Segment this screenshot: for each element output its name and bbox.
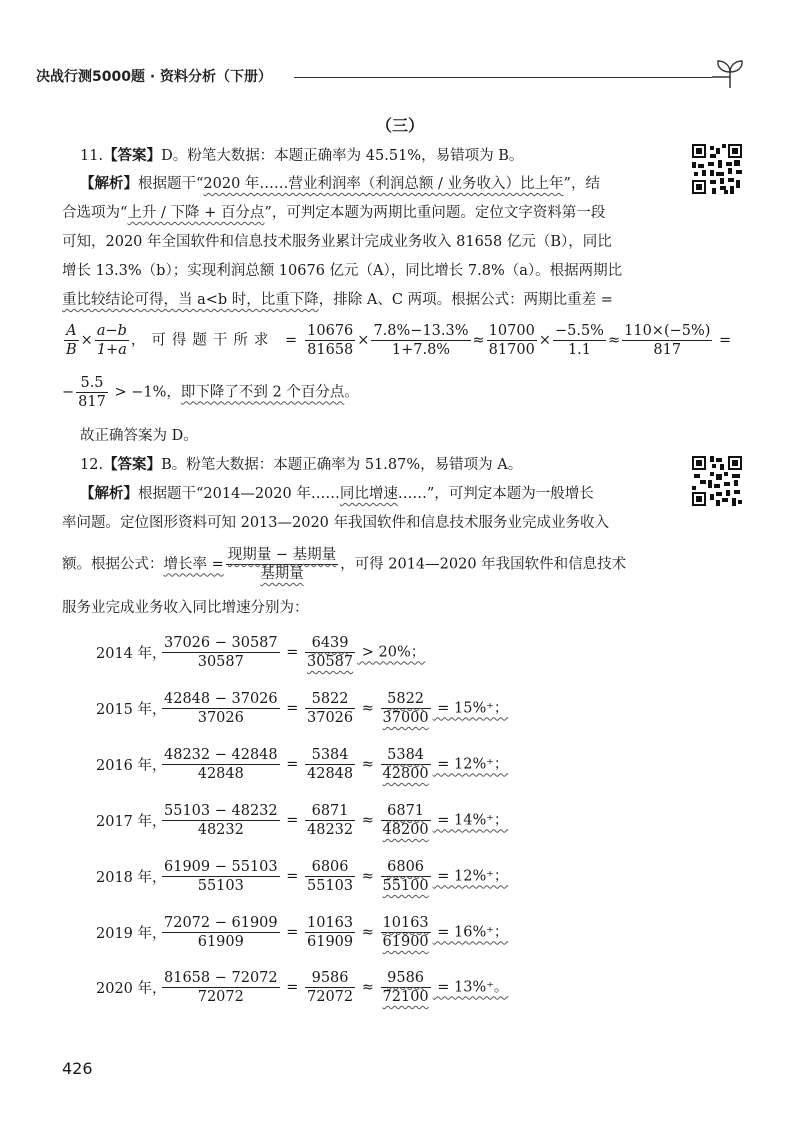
growth-rate-row: 2020 年， $\frac{81658 - 72072}{72072}$ = $\frac{9586}{72072}$ ≈ $\frac{9586}{72100}$ = 13%⁺。 (96, 970, 509, 1005)
fraction: $\frac{110\times(-5\%)}{817}$ (624, 323, 711, 358)
text-span: 额。根据公式： (62, 556, 164, 573)
fraction: $\frac{\text{现期量 − 基期量}}{\text{基期量}}$ (227, 547, 337, 582)
fraction: $\frac{6871}{48232}$ (307, 803, 354, 838)
text-span: 根据题干“2014—2020 年…… (138, 486, 340, 502)
q12-analysis-line-2: 率问题。定位图形资料可知 2013—2020 年我国软件和信息技术服务业完成业务收入 (62, 515, 610, 531)
fraction: $\frac{6806}{55103}$ (307, 859, 354, 894)
book-title: 决战行测5000题 · 资料分析（下册） (36, 69, 273, 85)
qr-code-icon[interactable] (692, 144, 742, 194)
fraction: $\frac{61909 - 55103}{55103}$ (164, 859, 278, 894)
sprout-icon (712, 58, 748, 90)
wavy-underlined-text: 同比增速 (339, 486, 398, 502)
relation-symbol: ≈ (361, 979, 374, 996)
growth-rate-row: 2018 年， $\frac{61909 - 55103}{55103}$ = $\frac{6806}{55103}$ ≈ $\frac{6806}{55100}$ = 12%⁺； (96, 859, 509, 894)
fraction: $\frac{a-b}{1+a}$ (96, 323, 127, 358)
answer-tag: 【答案】 (103, 456, 162, 473)
text-span: ，排除 A、C 两项。根据公式：两期比重差 = (318, 292, 613, 308)
wavy-underlined-text: 增长率 = (163, 556, 224, 573)
q11-analysis-line-4: 增长 13.3%（b）；实现利润总额 10676 亿元（A），同比增长 7.8%（a）。根据两期比 (62, 263, 623, 279)
q11-analysis-line-3: 可知，2020 年全国软件和信息技术服务业累计完成业务收入 81658 亿元（B），同比 (62, 234, 612, 250)
q11-result: − $\frac{5.5}{817}$ > −1%，即下降了不到 2 个百分点。 (62, 375, 359, 410)
relation-symbol: ≈ (361, 868, 374, 885)
fraction: $\frac{10676}{81658}$ (307, 323, 354, 358)
q11-analysis-line-5 (62, 290, 662, 310)
text-span: 根据题干“ (138, 176, 204, 192)
q12-analysis-line-4: 服务业完成业务收入同比增速分别为： (62, 600, 309, 616)
q11-answer-line (80, 146, 680, 166)
relation-symbol: ≈ (361, 756, 374, 773)
fraction: $\frac{10700}{81700}$ (488, 323, 535, 358)
growth-rate-result: = 12%⁺； (432, 756, 509, 773)
year-label: 2016 年， (96, 758, 167, 774)
q12-answer-text: B。粉笔大数据：本题正确率为 51.87%，易错项为 A。 (161, 457, 523, 473)
q11-answer-text: D。粉笔大数据：本题正确率为 45.51%，易错项为 B。 (161, 148, 524, 164)
text-span: ，可得 2014—2020 年我国软件和信息技术 (340, 556, 627, 573)
text-span: 。 (344, 384, 359, 401)
year-label: 2017 年， (96, 814, 167, 830)
answer-tag: 【答案】 (103, 147, 162, 164)
fraction: $\frac{7.8\%-13.3\%}{1+7.8\%}$ (373, 323, 469, 358)
q12-analysis-line-1 (80, 484, 680, 504)
q11-conclusion: 故正确答案为 D。 (80, 428, 198, 444)
text-span: ”，结 (563, 176, 600, 192)
wavy-underlined-text: 2020 年……营业利润率（利润总额 / 业务收入）比上年 (203, 176, 564, 192)
growth-rate-result: = 15%⁺； (432, 700, 509, 717)
growth-rate-row: 2017 年， $\frac{55103 - 48232}{48232}$ = $\frac{6871}{48232}$ ≈ $\frac{6871}{48200}$ = 14%⁺； (96, 803, 509, 838)
section-title: （三） (375, 116, 424, 135)
growth-rate-row: 2015 年， $\frac{42848 - 37026}{37026}$ = $\frac{5822}{37026}$ ≈ $\frac{5822}{37000}$ = 15%⁺； (96, 691, 509, 726)
fraction: $\frac{42848 - 37026}{37026}$ (164, 691, 278, 726)
fraction: $\frac{5822}{37026}$ (307, 691, 354, 726)
growth-rate-result: > 20%； (357, 644, 426, 661)
fraction: $\frac{5822}{37000}$ (382, 691, 429, 726)
text-span: 合选项为“ (62, 205, 128, 221)
fraction: $\frac{9586}{72072}$ (307, 970, 354, 1005)
fraction: $\frac{6871}{48200}$ (382, 803, 429, 838)
fraction: $\frac{55103 - 48232}{48232}$ (164, 803, 278, 838)
fraction: $\frac{A}{B}$ (66, 323, 77, 358)
relation-symbol: ≈ (361, 700, 374, 717)
year-label: 2015 年， (96, 702, 167, 718)
year-label: 2014 年， (96, 646, 167, 662)
wavy-underlined-text: 即下降了不到 2 个百分点 (180, 384, 345, 401)
wavy-underlined-text: 上升 / 下降 + 百分点 (127, 205, 265, 221)
q11-number: 11. (80, 148, 104, 164)
q12-analysis-line-3 (62, 546, 626, 583)
running-header (36, 60, 756, 90)
fraction: $\frac{6806}{55100}$ (382, 859, 429, 894)
fraction: $\frac{81658 - 72072}{72072}$ (164, 970, 278, 1005)
growth-rate-row: 2014 年， $\frac{37026 - 30587}{30587}$ = $\frac{6439}{30587}$ > 20%； (96, 635, 426, 670)
analysis-tag: 【解析】 (80, 175, 138, 192)
relation-symbol: ≈ (361, 812, 374, 829)
fraction: $\frac{37026 - 30587}{30587}$ (164, 635, 278, 670)
growth-rate-result: = 14%⁺； (432, 812, 509, 829)
q11-analysis-line-1 (80, 174, 680, 194)
fraction: $\frac{5384}{42800}$ (382, 747, 429, 782)
year-label: 2018 年， (96, 870, 167, 886)
header-rule (294, 77, 712, 78)
year-label: 2019 年， (96, 926, 167, 942)
growth-rate-row: 2016 年， $\frac{48232 - 42848}{42848}$ = $\frac{5384}{42848}$ ≈ $\frac{5384}{42800}$ = 12%⁺； (96, 747, 509, 782)
relation-symbol: ≈ (361, 924, 374, 941)
growth-rate-row: 2019 年， $\frac{72072 - 61909}{61909}$ = $\frac{10163}{61909}$ ≈ $\frac{10163}{61900}$ = 16%⁺； (96, 915, 509, 950)
qr-code-icon[interactable] (692, 456, 742, 506)
text-span: ”，可判定本题为两期比重问题。定位文字资料第一段 (264, 205, 606, 221)
fraction: $\frac{10163}{61900}$ (382, 915, 429, 950)
growth-rate-result: = 13%⁺。 (432, 979, 509, 996)
text-span: ……”，可判定本题为一般增长 (397, 486, 594, 502)
fraction: $\frac{10163}{61909}$ (307, 915, 354, 950)
q11-formula: $\frac{A}{B}$ × $\frac{a-b}{1+a}$ ，可得题干所求 = $\frac{10676}{81658}$ × $\frac{7.8\%-13.3\%}{1+7.8\%}$ ≈ $\frac{10700}{81700}$ × $\frac{-5.5\%}{1.1}$ ≈ $\frac{110\times(-5\%)}{817}$ = (66, 323, 732, 358)
fraction: $\frac{5384}{42848}$ (307, 747, 354, 782)
q12-answer-line (80, 455, 680, 475)
page-number: 426 (62, 1059, 93, 1078)
q11-analysis-line-2 (62, 203, 662, 223)
fraction: $\frac{6439}{30587}$ (307, 635, 354, 670)
q12-number: 12. (80, 457, 104, 473)
fraction: $\frac{-5.5\%}{1.1}$ (554, 323, 604, 358)
wavy-underlined-text: 重比较结论可得，当 a<b 时，比重下降 (62, 292, 319, 308)
analysis-tag: 【解析】 (80, 485, 138, 502)
growth-rate-result: = 16%⁺； (432, 924, 509, 941)
fraction: $\frac{9586}{72100}$ (382, 970, 429, 1005)
fraction: $\frac{5.5}{817}$ (78, 375, 106, 410)
text-span: > −1%， (109, 384, 181, 401)
fraction: $\frac{72072 - 61909}{61909}$ (164, 915, 278, 950)
text-span: ，可得题干所求 = (130, 332, 304, 349)
growth-rate-result: = 12%⁺； (432, 868, 509, 885)
year-label: 2020 年， (96, 981, 167, 997)
fraction: $\frac{48232 - 42848}{42848}$ (164, 747, 278, 782)
